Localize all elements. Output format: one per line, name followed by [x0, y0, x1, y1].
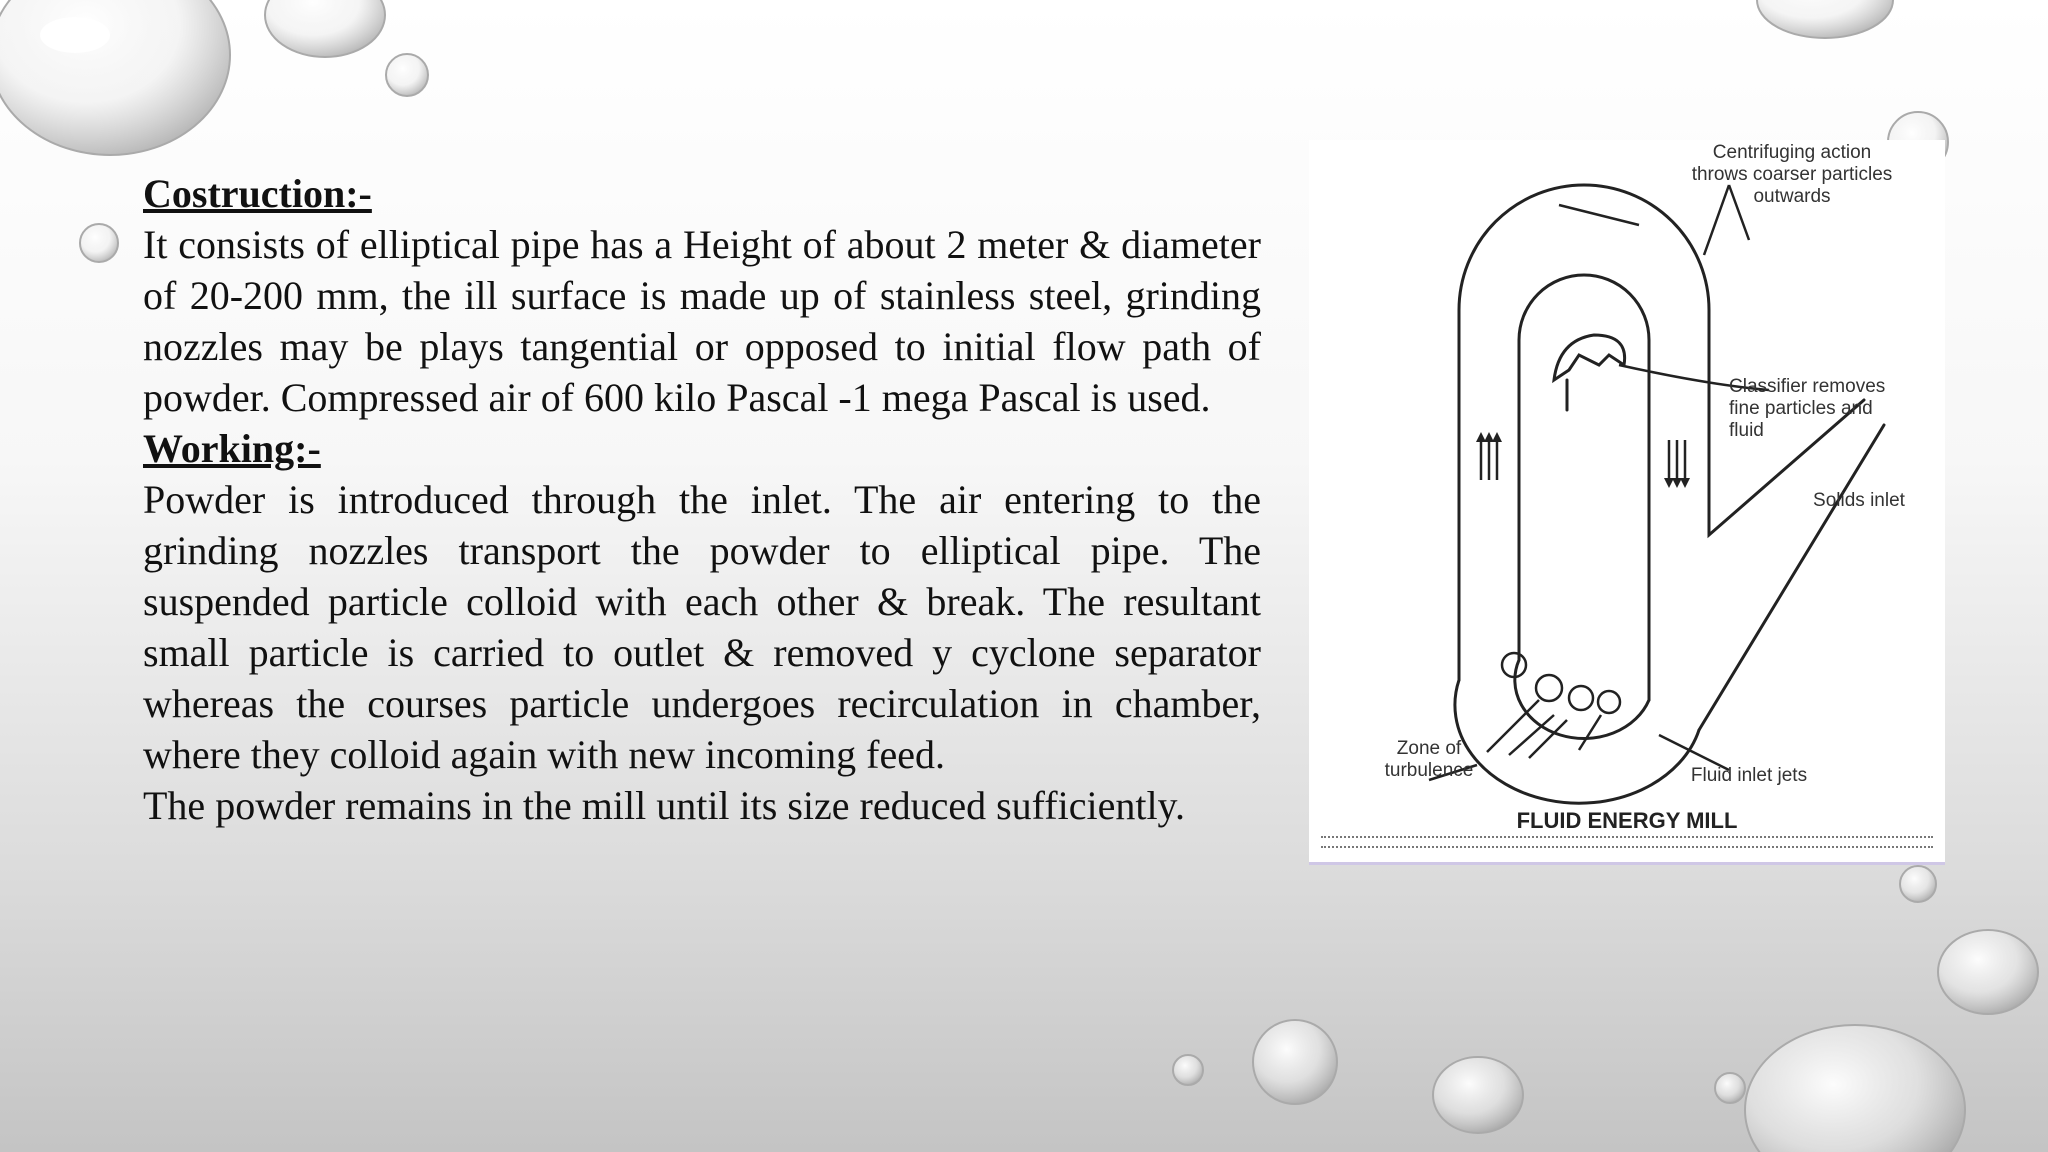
mill-outer-wall [1459, 185, 1709, 680]
construction-paragraph: It consists of elliptical pipe has a Height of about 2 meter & diameter of 20-200 mm, the ill surface is made up of stainless steel, grinding nozzles may be plays tangential or opposed to initial flow path of powder. Compressed air of 600 kilo Pascal -1 mega Pascal is used. [143, 222, 1261, 420]
mill-bottom-wall [1455, 680, 1699, 803]
classifier [1554, 335, 1625, 380]
droplet-top-right [1757, 0, 1893, 38]
slide-text [143, 168, 1261, 831]
droplet-top-left-medium [265, 0, 385, 57]
label-zone-of-turbulence: Zone of turbulence [1384, 738, 1474, 781]
droplet-bottom-right-large [1745, 1025, 1965, 1152]
label-classifier: Classifier removes fine particles and fluid [1729, 376, 1886, 441]
solids-inlet-pipe-bottom [1699, 425, 1884, 730]
droplet-figure-bottom-right [1900, 866, 1936, 902]
conclusion-paragraph: The powder remains in the mill until its size reduced sufficiently. [143, 783, 1185, 828]
droplet-top-left-small [386, 54, 428, 96]
droplet-bottom-c [1433, 1057, 1523, 1133]
construction-heading: Costruction:- [143, 171, 372, 216]
working-heading: Working:- [143, 426, 321, 471]
label-fluid-inlet-jets: Fluid inlet jets [1690, 765, 1808, 786]
droplet-bullet-left [80, 224, 118, 262]
droplet-top-left-large [0, 0, 230, 155]
fluid-energy-mill-figure [1309, 140, 1945, 865]
label-centrifuging-action: Centrifuging action throws coarser particles outwards [1691, 142, 1893, 207]
droplet-bottom-b [1253, 1020, 1337, 1104]
droplet-bottom-a [1173, 1055, 1203, 1085]
figure-credit-line [1321, 836, 1933, 848]
droplet-right-edge [1938, 930, 2038, 1014]
figure-title: FLUID ENERGY MILL [1516, 808, 1738, 833]
mill-inner-bottom [1515, 660, 1649, 739]
label-solids-inlet: Solids inlet [1813, 490, 1905, 511]
droplet-bottom-d [1715, 1073, 1745, 1103]
working-paragraph: Powder is introduced through the inlet. The air entering to the grinding nozzles transport the powder to elliptical pipe. The suspended particle colloid with each other & break. The resultant small particle is carried to outlet & removed y cyclone separator whereas the courses particle undergoes recirculation in chamber, where they colloid again with new incoming feed. [143, 477, 1261, 777]
